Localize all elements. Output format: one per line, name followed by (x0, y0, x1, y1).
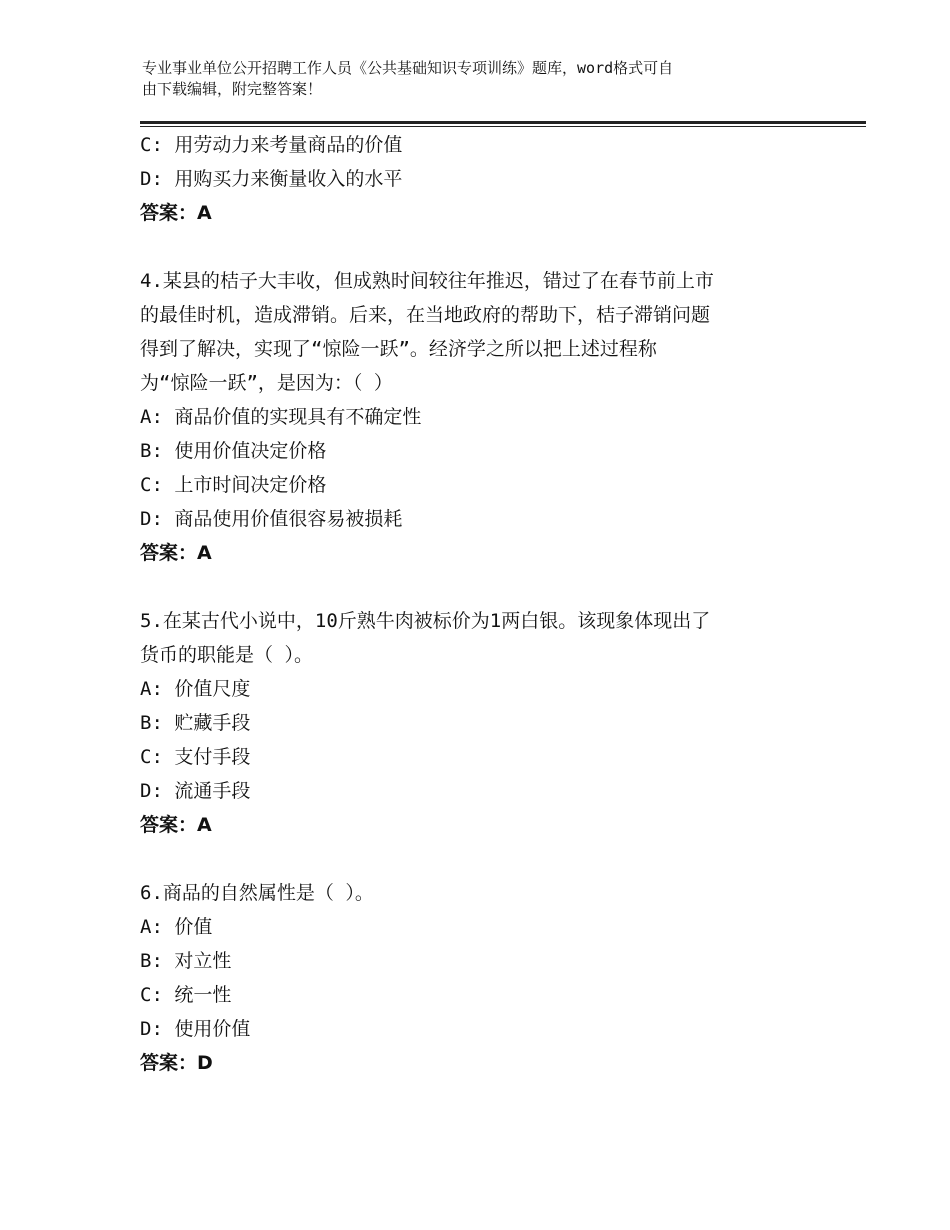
question-6 (140, 876, 820, 1080)
option-b: B: 贮藏手段 (140, 712, 251, 734)
answer: 答案：A (140, 814, 212, 836)
option-c: C: 用劳动力来考量商品的价值 (140, 134, 403, 156)
question-stem: 5.在某古代小说中，10斤熟牛肉被标价为1两白银。该现象体现出了 (140, 610, 711, 632)
question-stem: 4.某县的桔子大丰收，但成熟时间较往年推迟，错过了在春节前上市 (140, 270, 714, 292)
question-stem: 6.商品的自然属性是（ ）。 (140, 882, 374, 904)
spacer (140, 842, 820, 876)
option-d: D: 用购买力来衡量收入的水平 (140, 168, 403, 190)
option-d: D: 使用价值 (140, 1018, 251, 1040)
option-c: C: 上市时间决定价格 (140, 474, 327, 496)
option-d: D: 流通手段 (140, 780, 251, 802)
spacer (140, 230, 820, 264)
question-4 (140, 264, 820, 570)
option-b: B: 使用价值决定价格 (140, 440, 327, 462)
header-rule-thin (140, 126, 866, 127)
question-3-tail (140, 128, 820, 230)
question-stem: 的最佳时机，造成滞销。后来，在当地政府的帮助下，桔子滞销问题 (140, 304, 711, 326)
question-stem: 货币的职能是（ ）。 (140, 644, 313, 666)
question-list (140, 128, 820, 1080)
option-c: C: 统一性 (140, 984, 232, 1006)
answer: 答案：D (140, 1052, 213, 1074)
header-rule-thick (140, 121, 866, 124)
question-5 (140, 604, 820, 842)
page-header (142, 58, 812, 100)
option-c: C: 支付手段 (140, 746, 251, 768)
answer: 答案：A (140, 542, 212, 564)
option-d: D: 商品使用价值很容易被损耗 (140, 508, 403, 530)
answer: 答案：A (140, 202, 212, 224)
question-stem: 得到了解决，实现了“惊险一跃”。经济学之所以把上述过程称 (140, 338, 657, 360)
option-a: A: 价值尺度 (140, 678, 251, 700)
header-line-1: 专业事业单位公开招聘工作人员《公共基础知识专项训练》题库，word格式可自 (142, 59, 674, 77)
question-stem: 为“惊险一跃”，是因为：（ ） (140, 372, 393, 394)
header-line-2: 由下载编辑，附完整答案！ (142, 80, 323, 98)
option-a: A: 价值 (140, 916, 213, 938)
spacer (140, 570, 820, 604)
option-a: A: 商品价值的实现具有不确定性 (140, 406, 422, 428)
option-b: B: 对立性 (140, 950, 232, 972)
